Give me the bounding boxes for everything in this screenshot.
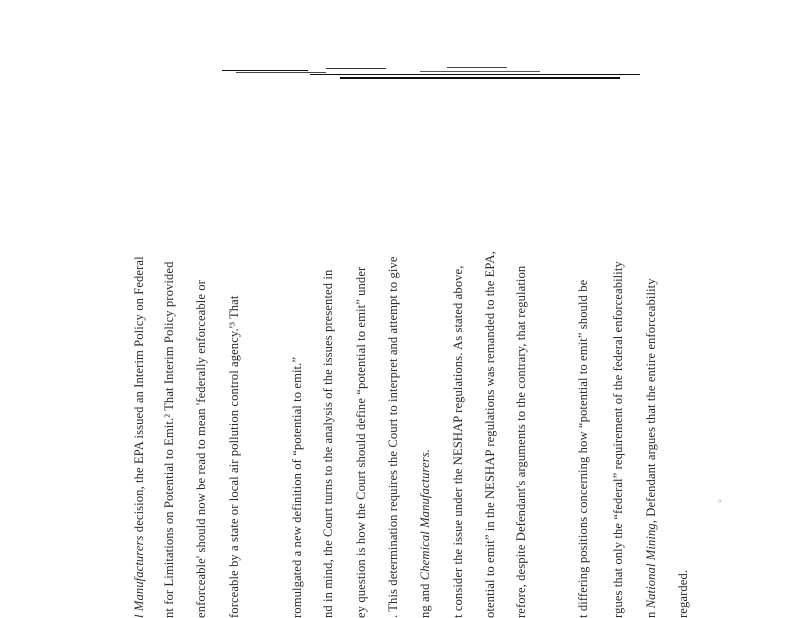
text-line: forceable by a state or local air pollution control agency.'³ That (227, 295, 241, 618)
text-line: nt for Limitations on Potential to Emit.² That Interim Policy provided (162, 261, 176, 618)
text-line: regarded. (676, 569, 690, 618)
text-line: nd in mind, the Court turns to the analysis of the issues presented in (321, 269, 335, 618)
header-rule (420, 71, 540, 72)
text-line: n National Mining, Defendant argues that the entire enforceability (644, 278, 658, 618)
header-rule (310, 74, 640, 75)
header-rule (236, 72, 326, 73)
text-line: l Manufacturers decision, the EPA issued an Interim Policy on Federal (132, 256, 146, 618)
text-line: . This determination requires the Court to interpret and attempt to give (386, 256, 400, 618)
text-line: t consider the issue under the NESHAP regulations. As stated above, (451, 265, 465, 618)
text-line: ng and Chemical Manufacturers. (418, 448, 432, 618)
text-line: romulgated a new definition of “potential to emit.” (290, 356, 304, 618)
header-rule (326, 68, 386, 69)
header-rule (340, 77, 620, 79)
text-line: rgues that only the “federal” requirement of the federal enforceability (611, 261, 625, 618)
scan-speck: ° (718, 498, 722, 508)
text-line: ey question is how the Court should define “potential to emit” under (354, 266, 368, 618)
text-line: t differing positions concerning how “potential to emit” should be (576, 279, 590, 618)
text-line: otential to emit” in the NESHAP regulations was remanded to the EPA, (483, 251, 497, 618)
text-line: enforceable' should now be read to mean 'federally enforceable or (194, 280, 208, 618)
text-line: refore, despite Defendant's arguments to the contrary, that regulation (514, 265, 528, 618)
header-rule (447, 67, 507, 68)
